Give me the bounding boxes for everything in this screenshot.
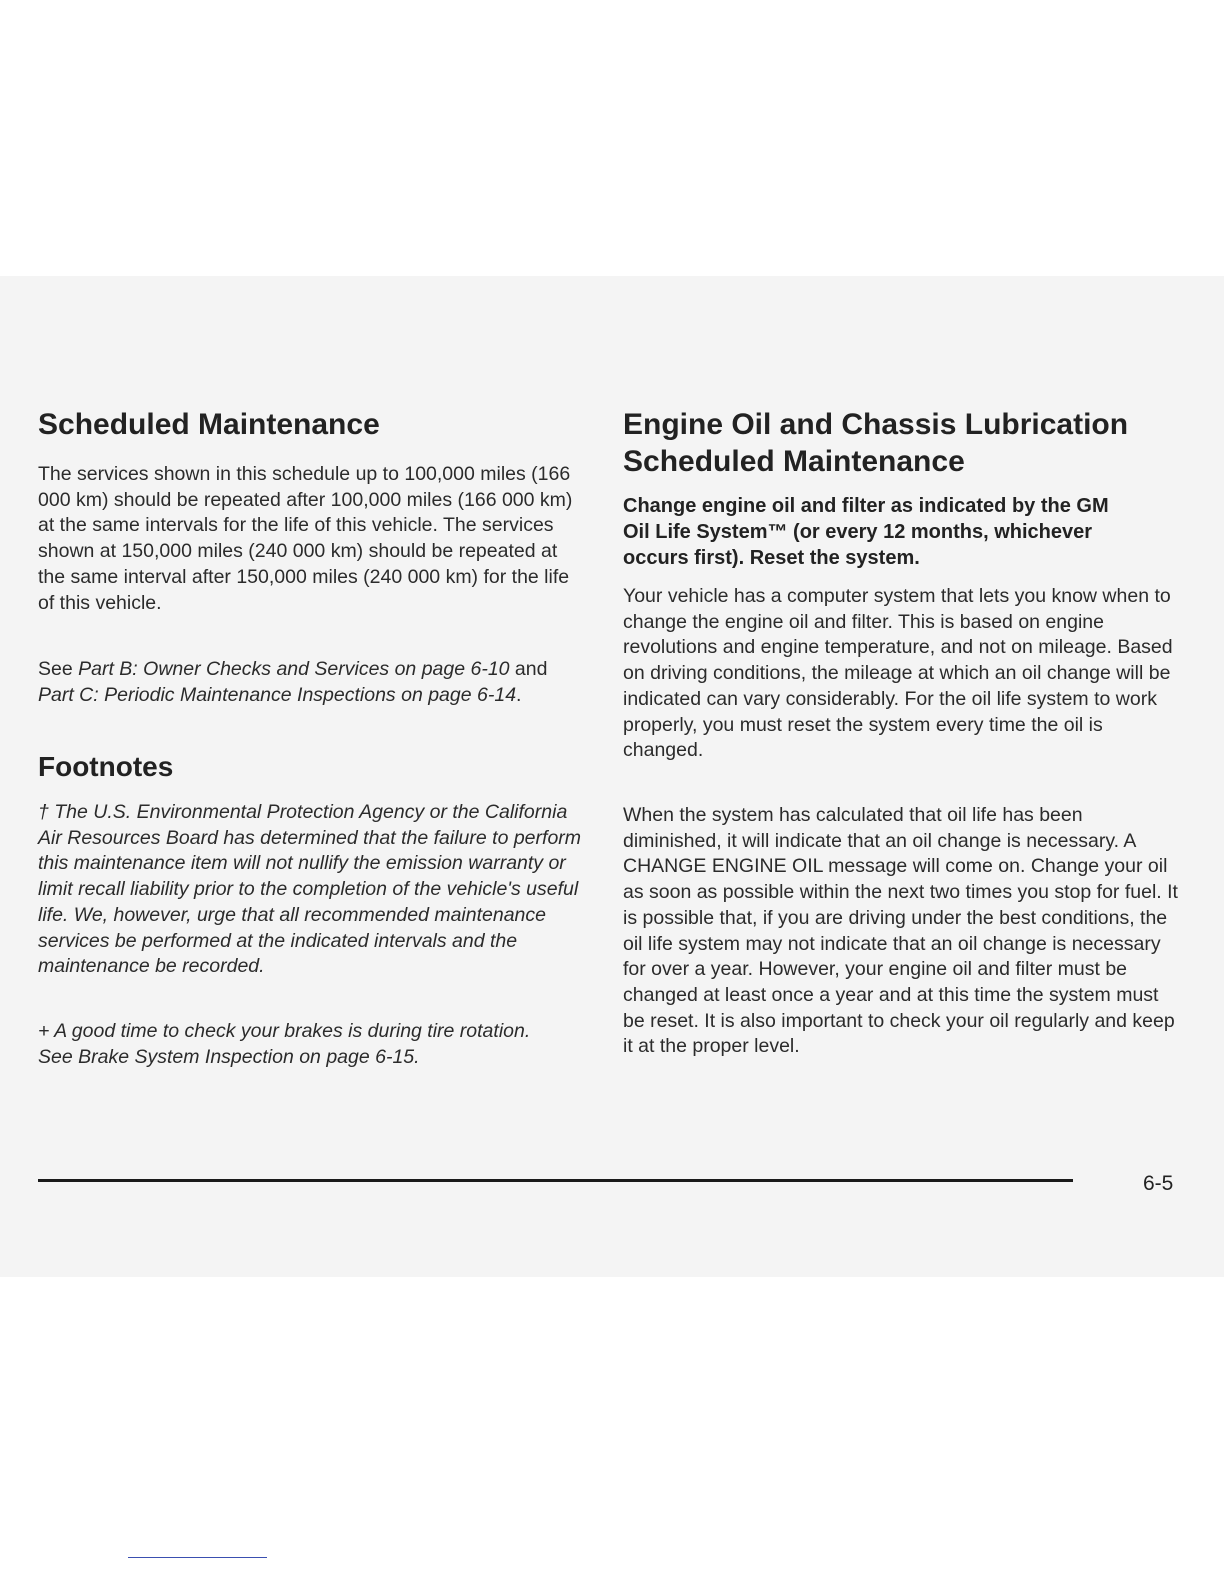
owner-checks-reference: Part B: Owner Checks and Services on page 6-10 <box>78 658 510 680</box>
bottom-link-underline <box>128 1557 267 1558</box>
change-oil-instruction: Change engine oil and filter as indicated by the GM Oil Life System™ (or every 12 months, whichever occurs first). Reset the system. <box>623 495 1109 569</box>
oil-life-system-paragraph: Your vehicle has a computer system that lets you know when to change the engine oil and filter. This is based on engine revolutions and engine temperature, and not on mileage. Based on driving conditions, the mileage at which an oil change will be indicated can vary considerably. For the oil life system to work properly, you must reset the system every time the oil is changed. <box>623 585 1173 762</box>
footer-rule <box>38 1179 1073 1182</box>
manual-page <box>0 276 1224 1277</box>
epa-footnote: † The U.S. Environmental Protection Agency or the California Air Resources Board has determined that the failure to perform this maintenance item will not nullify the emission warranty or limit recall liability prior to the completion of the vehicle's useful life. We, however, urge that all recommended maintenance services be performed at the indicated intervals and the maintenance be recorded. <box>38 801 582 978</box>
page-number: 6-5 <box>1143 1172 1174 1195</box>
scheduled-maintenance-heading: Scheduled Maintenance <box>38 408 380 441</box>
footnotes-heading: Footnotes <box>38 751 174 782</box>
and-text: and <box>509 658 548 680</box>
brakes-footnote: + A good time to check your brakes is during tire rotation. See Brake System Inspection on page 6-15. <box>38 1020 531 1068</box>
periodic-inspections-reference: Part C: Periodic Maintenance Inspections on page 6-14 <box>38 683 517 706</box>
schedule-repeat-paragraph: The services shown in this schedule up to 100,000 miles (166 000 km) should be repeated after 100,000 miles (166 000 km) at the same intervals for the life of this vehicle. The services shown at 150,000 miles (240 000 km) should be repeated at the same interval after 150,000 miles (240 000 km) for the life of this vehicle. <box>38 463 573 614</box>
see-parts-paragraph <box>38 657 578 708</box>
period: . <box>516 683 522 706</box>
engine-oil-heading: Engine Oil and Chassis Lubrication Scheduled Maintenance <box>623 408 1129 478</box>
see-prefix: See <box>38 658 79 680</box>
oil-change-message-paragraph: When the system has calculated that oil life has been diminished, it will indicate that an oil change is necessary. A CHANGE ENGINE OIL message will come on. Change your oil as soon as possible within the next two times you stop for fuel. It is possible that, if you are driving under the best conditions, the oil life system may not indicate that an oil change is necessary for over a year. However, your engine oil and filter must be changed at least once a year and at this time the system must be reset. It is also important to check your oil regularly and keep it at the proper level. <box>623 804 1178 1058</box>
